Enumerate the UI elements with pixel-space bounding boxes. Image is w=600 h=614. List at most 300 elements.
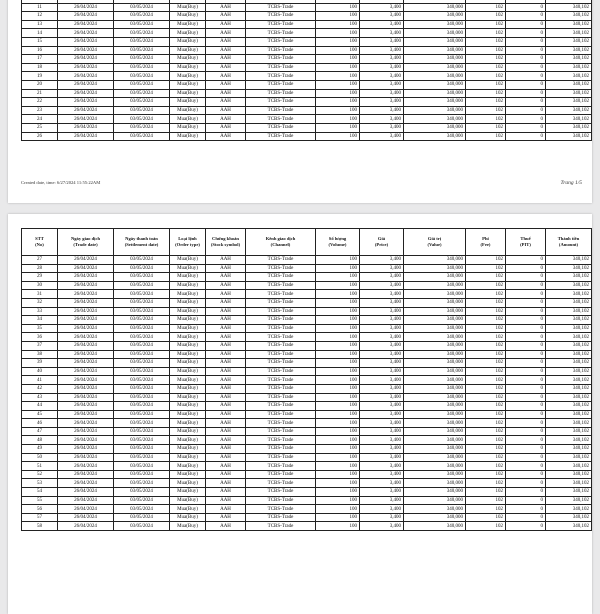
cell-settlement-date: 03/05/2024 <box>114 256 170 265</box>
cell-volume: 100 <box>316 106 360 115</box>
cell-symbol: AAH <box>206 290 246 299</box>
cell-fee: 102 <box>466 384 506 393</box>
cell-fee: 102 <box>466 264 506 273</box>
cell-symbol: AAH <box>206 55 246 64</box>
cell-fee: 102 <box>466 298 506 307</box>
cell-settlement-date: 03/05/2024 <box>114 115 170 124</box>
cell-amount: 340,102 <box>546 281 592 290</box>
cell-value: 340,000 <box>404 264 466 273</box>
cell-value: 340,000 <box>404 513 466 522</box>
table-row <box>22 496 592 505</box>
row-number: 28 <box>22 264 58 273</box>
cell-volume: 100 <box>316 264 360 273</box>
column-header-sublabel: (Value) <box>427 242 442 247</box>
cell-amount: 340,102 <box>546 393 592 402</box>
cell-price: 3,400 <box>360 3 404 12</box>
column-header-label: Phí <box>482 236 489 242</box>
cell-order-type: Mua(Buy) <box>170 488 206 497</box>
cell-value: 340,000 <box>404 132 466 141</box>
cell-symbol: AAH <box>206 281 246 290</box>
cell-trade-date: 26/04/2024 <box>58 20 114 29</box>
cell-amount: 340,102 <box>546 298 592 307</box>
column-header-sublabel: (Price) <box>374 242 389 247</box>
cell-settlement-date: 03/05/2024 <box>114 341 170 350</box>
cell-volume: 100 <box>316 316 360 325</box>
cell-price: 3,400 <box>360 513 404 522</box>
cell-trade-date: 26/04/2024 <box>58 350 114 359</box>
cell-order-type: Mua(Buy) <box>170 359 206 368</box>
cell-amount: 340,102 <box>546 513 592 522</box>
cell-pit: 0 <box>506 479 546 488</box>
cell-price: 3,400 <box>360 29 404 38</box>
cell-value: 340,000 <box>404 106 466 115</box>
cell-volume: 100 <box>316 505 360 514</box>
table-row <box>22 20 592 29</box>
cell-symbol: AAH <box>206 324 246 333</box>
table-row <box>22 132 592 141</box>
cell-fee: 102 <box>466 29 506 38</box>
cell-order-type: Mua(Buy) <box>170 89 206 98</box>
cell-value: 340,000 <box>404 419 466 428</box>
column-header-label: Kênh giao dịch <box>265 236 296 242</box>
cell-order-type: Mua(Buy) <box>170 316 206 325</box>
cell-fee: 102 <box>466 419 506 428</box>
table-row <box>22 359 592 368</box>
cell-amount: 340,102 <box>546 350 592 359</box>
cell-symbol: AAH <box>206 376 246 385</box>
table-row <box>22 281 592 290</box>
cell-pit: 0 <box>506 298 546 307</box>
cell-settlement-date: 03/05/2024 <box>114 63 170 72</box>
cell-volume: 100 <box>316 63 360 72</box>
cell-amount: 340,102 <box>546 72 592 81</box>
cell-price: 3,400 <box>360 333 404 342</box>
cell-channel: TCBS-Trade <box>246 359 316 368</box>
cell-trade-date: 26/04/2024 <box>58 29 114 38</box>
cell-trade-date: 26/04/2024 <box>58 3 114 12</box>
cell-trade-date: 26/04/2024 <box>58 505 114 514</box>
cell-settlement-date: 03/05/2024 <box>114 46 170 55</box>
cell-fee: 102 <box>466 436 506 445</box>
cell-value: 340,000 <box>404 427 466 436</box>
cell-price: 3,400 <box>360 55 404 64</box>
cell-amount: 340,102 <box>546 256 592 265</box>
cell-volume: 100 <box>316 402 360 411</box>
cell-price: 3,400 <box>360 290 404 299</box>
row-number: 21 <box>22 89 58 98</box>
cell-order-type: Mua(Buy) <box>170 37 206 46</box>
column-header-sublabel: (Fee) <box>480 242 491 247</box>
cell-channel: TCBS-Trade <box>246 453 316 462</box>
cell-price: 3,400 <box>360 123 404 132</box>
cell-price: 3,400 <box>360 273 404 282</box>
cell-volume: 100 <box>316 341 360 350</box>
cell-symbol: AAH <box>206 89 246 98</box>
cell-symbol: AAH <box>206 505 246 514</box>
cell-settlement-date: 03/05/2024 <box>114 80 170 89</box>
cell-settlement-date: 03/05/2024 <box>114 106 170 115</box>
column-header-label: Chứng khoán <box>212 236 239 242</box>
cell-pit: 0 <box>506 522 546 531</box>
cell-fee: 102 <box>466 333 506 342</box>
cell-fee: 102 <box>466 470 506 479</box>
cell-value: 340,000 <box>404 376 466 385</box>
table-row <box>22 427 592 436</box>
cell-order-type: Mua(Buy) <box>170 522 206 531</box>
cell-trade-date: 26/04/2024 <box>58 367 114 376</box>
table-row <box>22 367 592 376</box>
cell-trade-date: 26/04/2024 <box>58 333 114 342</box>
cell-pit: 0 <box>506 80 546 89</box>
cell-amount: 340,102 <box>546 333 592 342</box>
cell-channel: TCBS-Trade <box>246 445 316 454</box>
row-number: 11 <box>22 3 58 12</box>
cell-order-type: Mua(Buy) <box>170 72 206 81</box>
cell-settlement-date: 03/05/2024 <box>114 376 170 385</box>
cell-settlement-date: 03/05/2024 <box>114 453 170 462</box>
cell-amount: 340,102 <box>546 376 592 385</box>
cell-symbol: AAH <box>206 445 246 454</box>
table-row <box>22 29 592 38</box>
cell-value: 340,000 <box>404 488 466 497</box>
cell-symbol: AAH <box>206 419 246 428</box>
cell-channel: TCBS-Trade <box>246 419 316 428</box>
cell-amount: 340,102 <box>546 98 592 107</box>
cell-trade-date: 26/04/2024 <box>58 393 114 402</box>
table-row <box>22 410 592 419</box>
cell-channel: TCBS-Trade <box>246 290 316 299</box>
cell-fee: 102 <box>466 37 506 46</box>
cell-settlement-date: 03/05/2024 <box>114 3 170 12</box>
table-row <box>22 488 592 497</box>
cell-fee: 102 <box>466 132 506 141</box>
row-number: 17 <box>22 55 58 64</box>
cell-value: 340,000 <box>404 470 466 479</box>
cell-settlement-date: 03/05/2024 <box>114 436 170 445</box>
cell-symbol: AAH <box>206 307 246 316</box>
cell-amount: 340,102 <box>546 307 592 316</box>
column-header <box>246 229 316 256</box>
column-header-sublabel: (No) <box>35 242 44 247</box>
cell-symbol: AAH <box>206 3 246 12</box>
cell-trade-date: 26/04/2024 <box>58 106 114 115</box>
table-row <box>22 290 592 299</box>
cell-channel: TCBS-Trade <box>246 436 316 445</box>
cell-trade-date: 26/04/2024 <box>58 359 114 368</box>
cell-pit: 0 <box>506 46 546 55</box>
cell-volume: 100 <box>316 496 360 505</box>
cell-volume: 100 <box>316 290 360 299</box>
cell-volume: 100 <box>316 307 360 316</box>
transactions-table-page-2 <box>21 228 592 531</box>
cell-order-type: Mua(Buy) <box>170 479 206 488</box>
row-number: 42 <box>22 384 58 393</box>
cell-settlement-date: 03/05/2024 <box>114 462 170 471</box>
cell-value: 340,000 <box>404 123 466 132</box>
cell-order-type: Mua(Buy) <box>170 106 206 115</box>
cell-channel: TCBS-Trade <box>246 29 316 38</box>
cell-settlement-date: 03/05/2024 <box>114 445 170 454</box>
row-number: 13 <box>22 20 58 29</box>
column-header-label: Thành tiền <box>557 236 580 242</box>
cell-order-type: Mua(Buy) <box>170 384 206 393</box>
row-number: 20 <box>22 80 58 89</box>
cell-order-type: Mua(Buy) <box>170 55 206 64</box>
cell-trade-date: 26/04/2024 <box>58 290 114 299</box>
cell-symbol: AAH <box>206 410 246 419</box>
cell-pit: 0 <box>506 290 546 299</box>
cell-fee: 102 <box>466 522 506 531</box>
table-row <box>22 462 592 471</box>
cell-settlement-date: 03/05/2024 <box>114 37 170 46</box>
cell-settlement-date: 03/05/2024 <box>114 55 170 64</box>
cell-value: 340,000 <box>404 324 466 333</box>
cell-trade-date: 26/04/2024 <box>58 522 114 531</box>
cell-fee: 102 <box>466 115 506 124</box>
table-row <box>22 80 592 89</box>
cell-value: 340,000 <box>404 290 466 299</box>
row-number: 37 <box>22 341 58 350</box>
cell-pit: 0 <box>506 384 546 393</box>
cell-pit: 0 <box>506 462 546 471</box>
cell-amount: 340,102 <box>546 63 592 72</box>
cell-order-type: Mua(Buy) <box>170 427 206 436</box>
cell-price: 3,400 <box>360 12 404 21</box>
cell-pit: 0 <box>506 98 546 107</box>
cell-channel: TCBS-Trade <box>246 256 316 265</box>
cell-price: 3,400 <box>360 37 404 46</box>
cell-fee: 102 <box>466 63 506 72</box>
cell-volume: 100 <box>316 3 360 12</box>
column-header <box>546 229 592 256</box>
table-row <box>22 3 592 12</box>
cell-order-type: Mua(Buy) <box>170 98 206 107</box>
row-number: 32 <box>22 298 58 307</box>
column-header-label: STT <box>35 236 44 242</box>
table-row <box>22 402 592 411</box>
row-number: 51 <box>22 462 58 471</box>
cell-price: 3,400 <box>360 384 404 393</box>
cell-fee: 102 <box>466 341 506 350</box>
cell-volume: 100 <box>316 462 360 471</box>
cell-price: 3,400 <box>360 470 404 479</box>
cell-price: 3,400 <box>360 307 404 316</box>
cell-volume: 100 <box>316 419 360 428</box>
cell-order-type: Mua(Buy) <box>170 3 206 12</box>
cell-value: 340,000 <box>404 307 466 316</box>
cell-amount: 340,102 <box>546 427 592 436</box>
cell-amount: 340,102 <box>546 496 592 505</box>
cell-symbol: AAH <box>206 256 246 265</box>
cell-amount: 340,102 <box>546 436 592 445</box>
cell-amount: 340,102 <box>546 462 592 471</box>
transactions-table-page-1 <box>21 0 592 141</box>
cell-symbol: AAH <box>206 20 246 29</box>
cell-volume: 100 <box>316 350 360 359</box>
cell-pit: 0 <box>506 496 546 505</box>
cell-pit: 0 <box>506 341 546 350</box>
cell-volume: 100 <box>316 376 360 385</box>
cell-channel: TCBS-Trade <box>246 298 316 307</box>
cell-fee: 102 <box>466 307 506 316</box>
cell-order-type: Mua(Buy) <box>170 376 206 385</box>
cell-trade-date: 26/04/2024 <box>58 281 114 290</box>
column-header <box>466 229 506 256</box>
cell-price: 3,400 <box>360 419 404 428</box>
cell-price: 3,400 <box>360 436 404 445</box>
cell-value: 340,000 <box>404 63 466 72</box>
table-row <box>22 470 592 479</box>
cell-price: 3,400 <box>360 115 404 124</box>
table-row <box>22 72 592 81</box>
table-row <box>22 55 592 64</box>
column-header-label: Số lượng <box>328 236 347 242</box>
cell-order-type: Mua(Buy) <box>170 80 206 89</box>
cell-price: 3,400 <box>360 341 404 350</box>
cell-channel: TCBS-Trade <box>246 367 316 376</box>
column-header <box>360 229 404 256</box>
cell-symbol: AAH <box>206 436 246 445</box>
row-number: 50 <box>22 453 58 462</box>
cell-trade-date: 26/04/2024 <box>58 513 114 522</box>
cell-volume: 100 <box>316 384 360 393</box>
cell-pit: 0 <box>506 89 546 98</box>
cell-volume: 100 <box>316 453 360 462</box>
cell-fee: 102 <box>466 106 506 115</box>
cell-symbol: AAH <box>206 427 246 436</box>
table-row <box>22 436 592 445</box>
cell-order-type: Mua(Buy) <box>170 273 206 282</box>
row-number: 22 <box>22 98 58 107</box>
cell-channel: TCBS-Trade <box>246 402 316 411</box>
cell-value: 340,000 <box>404 402 466 411</box>
cell-symbol: AAH <box>206 470 246 479</box>
cell-value: 340,000 <box>404 98 466 107</box>
cell-order-type: Mua(Buy) <box>170 470 206 479</box>
cell-order-type: Mua(Buy) <box>170 63 206 72</box>
cell-settlement-date: 03/05/2024 <box>114 307 170 316</box>
cell-fee: 102 <box>466 488 506 497</box>
cell-amount: 340,102 <box>546 115 592 124</box>
cell-trade-date: 26/04/2024 <box>58 453 114 462</box>
cell-price: 3,400 <box>360 281 404 290</box>
cell-value: 340,000 <box>404 37 466 46</box>
cell-symbol: AAH <box>206 123 246 132</box>
cell-price: 3,400 <box>360 63 404 72</box>
cell-fee: 102 <box>466 393 506 402</box>
cell-channel: TCBS-Trade <box>246 376 316 385</box>
cell-settlement-date: 03/05/2024 <box>114 324 170 333</box>
table-row <box>22 350 592 359</box>
cell-pit: 0 <box>506 123 546 132</box>
cell-value: 340,000 <box>404 72 466 81</box>
cell-fee: 102 <box>466 496 506 505</box>
cell-fee: 102 <box>466 290 506 299</box>
cell-trade-date: 26/04/2024 <box>58 123 114 132</box>
table-header-row <box>22 229 592 256</box>
cell-symbol: AAH <box>206 341 246 350</box>
cell-settlement-date: 03/05/2024 <box>114 513 170 522</box>
cell-channel: TCBS-Trade <box>246 522 316 531</box>
cell-pit: 0 <box>506 12 546 21</box>
cell-value: 340,000 <box>404 453 466 462</box>
cell-pit: 0 <box>506 436 546 445</box>
table-row <box>22 115 592 124</box>
table-row <box>22 341 592 350</box>
cell-amount: 340,102 <box>546 445 592 454</box>
cell-price: 3,400 <box>360 132 404 141</box>
cell-settlement-date: 03/05/2024 <box>114 298 170 307</box>
cell-symbol: AAH <box>206 402 246 411</box>
cell-volume: 100 <box>316 55 360 64</box>
cell-amount: 340,102 <box>546 37 592 46</box>
cell-fee: 102 <box>466 46 506 55</box>
cell-pit: 0 <box>506 63 546 72</box>
cell-volume: 100 <box>316 12 360 21</box>
cell-trade-date: 26/04/2024 <box>58 316 114 325</box>
table-row <box>22 479 592 488</box>
row-number: 27 <box>22 256 58 265</box>
cell-channel: TCBS-Trade <box>246 115 316 124</box>
cell-amount: 340,102 <box>546 55 592 64</box>
cell-symbol: AAH <box>206 37 246 46</box>
cell-channel: TCBS-Trade <box>246 264 316 273</box>
cell-pit: 0 <box>506 307 546 316</box>
cell-fee: 102 <box>466 445 506 454</box>
cell-settlement-date: 03/05/2024 <box>114 427 170 436</box>
table-row <box>22 298 592 307</box>
cell-price: 3,400 <box>360 427 404 436</box>
cell-volume: 100 <box>316 445 360 454</box>
cell-value: 340,000 <box>404 496 466 505</box>
cell-amount: 340,102 <box>546 89 592 98</box>
cell-volume: 100 <box>316 89 360 98</box>
cell-volume: 100 <box>316 273 360 282</box>
cell-symbol: AAH <box>206 359 246 368</box>
cell-symbol: AAH <box>206 132 246 141</box>
cell-value: 340,000 <box>404 479 466 488</box>
cell-settlement-date: 03/05/2024 <box>114 281 170 290</box>
cell-order-type: Mua(Buy) <box>170 12 206 21</box>
cell-channel: TCBS-Trade <box>246 479 316 488</box>
cell-symbol: AAH <box>206 453 246 462</box>
cell-pit: 0 <box>506 488 546 497</box>
cell-amount: 340,102 <box>546 20 592 29</box>
cell-fee: 102 <box>466 462 506 471</box>
cell-trade-date: 26/04/2024 <box>58 479 114 488</box>
cell-settlement-date: 03/05/2024 <box>114 488 170 497</box>
cell-value: 340,000 <box>404 341 466 350</box>
cell-amount: 340,102 <box>546 123 592 132</box>
cell-channel: TCBS-Trade <box>246 307 316 316</box>
row-number: 48 <box>22 436 58 445</box>
cell-volume: 100 <box>316 29 360 38</box>
cell-value: 340,000 <box>404 333 466 342</box>
row-number: 15 <box>22 37 58 46</box>
cell-price: 3,400 <box>360 522 404 531</box>
cell-price: 3,400 <box>360 505 404 514</box>
cell-settlement-date: 03/05/2024 <box>114 98 170 107</box>
cell-amount: 340,102 <box>546 132 592 141</box>
cell-volume: 100 <box>316 123 360 132</box>
cell-volume: 100 <box>316 522 360 531</box>
cell-fee: 102 <box>466 80 506 89</box>
cell-channel: TCBS-Trade <box>246 488 316 497</box>
table-row <box>22 46 592 55</box>
cell-pit: 0 <box>506 359 546 368</box>
cell-trade-date: 26/04/2024 <box>58 55 114 64</box>
row-number: 14 <box>22 29 58 38</box>
